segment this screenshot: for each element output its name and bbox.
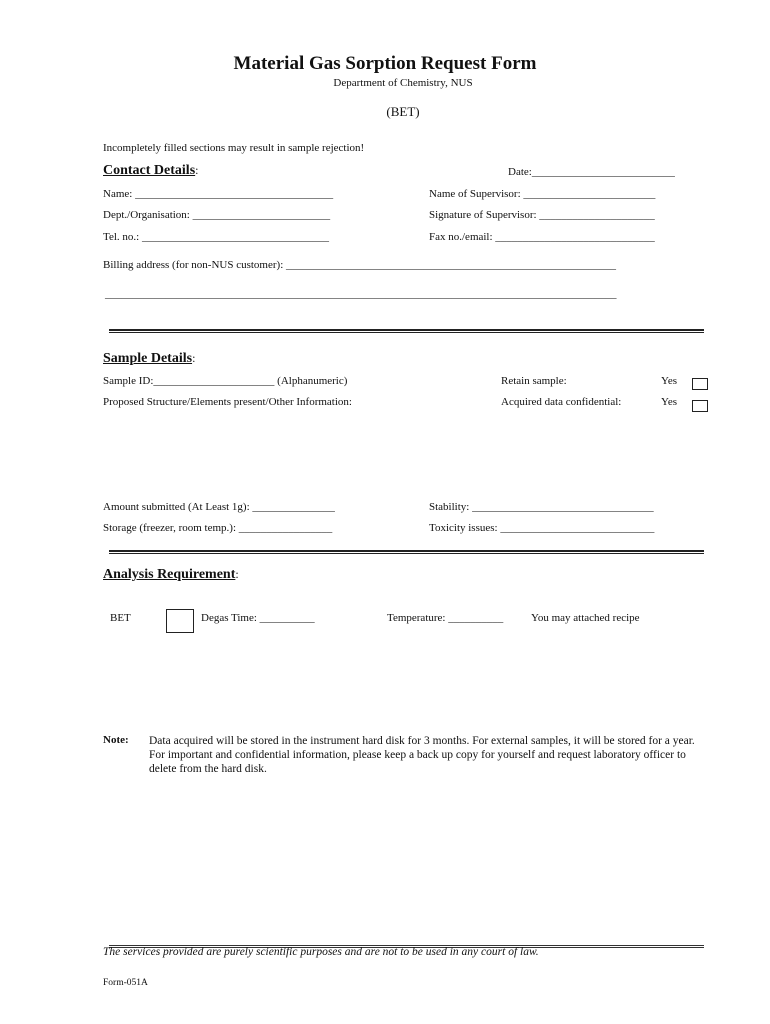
analysis-requirement-title: Analysis Requirement — [103, 567, 236, 582]
retain-sample-checkbox[interactable] — [692, 378, 708, 390]
rejection-warning: Incompletely filled sections may result in sample rejection! — [103, 142, 365, 154]
form-number: Form-051A — [103, 978, 148, 988]
confidential-checkbox[interactable] — [692, 400, 708, 412]
disclaimer-text: The services provided are purely scientific purposes and are not to be used in any court of law. — [103, 946, 539, 958]
sample-details-title: Sample Details — [103, 351, 193, 366]
confidential-label: Acquired data confidential: — [501, 396, 622, 408]
department-name: Department of Chemistry, NUS — [333, 77, 473, 89]
technique-label: (BET) — [386, 104, 420, 119]
date-field[interactable]: Date:__________________________ — [508, 166, 675, 178]
fax-email-field[interactable]: Fax no./email: _____________________________ — [429, 231, 655, 243]
department-field[interactable]: Dept./Organisation: _________________________ — [103, 209, 331, 221]
supervisor-signature-field[interactable]: Signature of Supervisor: _____________________ — [429, 209, 655, 221]
telephone-field[interactable]: Tel. no.: __________________________________ — [103, 231, 329, 243]
form-title: Material Gas Sorption Request Form — [233, 53, 537, 74]
analysis-requirement-colon: : — [235, 567, 239, 581]
supervisor-name-field[interactable]: Name of Supervisor: ________________________ — [429, 188, 656, 200]
billing-address-line2[interactable]: _____________________________________________________________________________________________ — [105, 288, 617, 300]
contact-details-heading — [103, 161, 199, 179]
proposed-structure-label: Proposed Structure/Elements present/Other Information: — [103, 396, 352, 408]
toxicity-field[interactable]: Toxicity issues: ____________________________ — [429, 522, 655, 534]
analysis-requirement-heading — [103, 565, 239, 583]
sample-id-field[interactable]: Sample ID:______________________ (Alphanumeric) — [103, 375, 348, 387]
sample-details-colon: : — [192, 351, 196, 365]
temperature-field[interactable]: Temperature: __________ — [387, 612, 504, 624]
retain-sample-yes-label: Yes — [661, 375, 678, 387]
section-divider — [109, 550, 704, 554]
sample-details-heading — [103, 349, 195, 367]
note-label: Note: — [103, 734, 129, 746]
storage-field[interactable]: Storage (freezer, room temp.): _________________ — [103, 522, 333, 534]
contact-details-title: Contact Details — [103, 163, 196, 178]
amount-submitted-field[interactable]: Amount submitted (At Least 1g): _______________ — [103, 501, 335, 513]
stability-field[interactable]: Stability: _________________________________ — [429, 501, 654, 513]
contact-details-colon: : — [195, 163, 199, 177]
note-backup-text: For important and confidential information, please keep a back up copy for yourself and request laboratory officer to delete from the hard disk. — [149, 749, 686, 775]
name-field[interactable]: Name: ____________________________________ — [103, 188, 334, 200]
billing-address-field[interactable]: Billing address (for non-NUS customer): ____________________________________________________________ — [103, 259, 616, 271]
retain-sample-label: Retain sample: — [501, 375, 567, 387]
section-divider — [109, 329, 704, 333]
recipe-note: You may attached recipe — [531, 612, 640, 624]
confidential-yes-label: Yes — [661, 396, 678, 408]
bet-label: BET — [110, 612, 131, 624]
note-storage-text: Data acquired will be stored in the instrument hard disk for 3 months. For external samples, it will be stored for a year. — [149, 735, 695, 747]
note-text — [149, 734, 709, 776]
bet-checkbox[interactable] — [166, 609, 194, 633]
degas-time-field[interactable]: Degas Time: __________ — [201, 612, 315, 624]
